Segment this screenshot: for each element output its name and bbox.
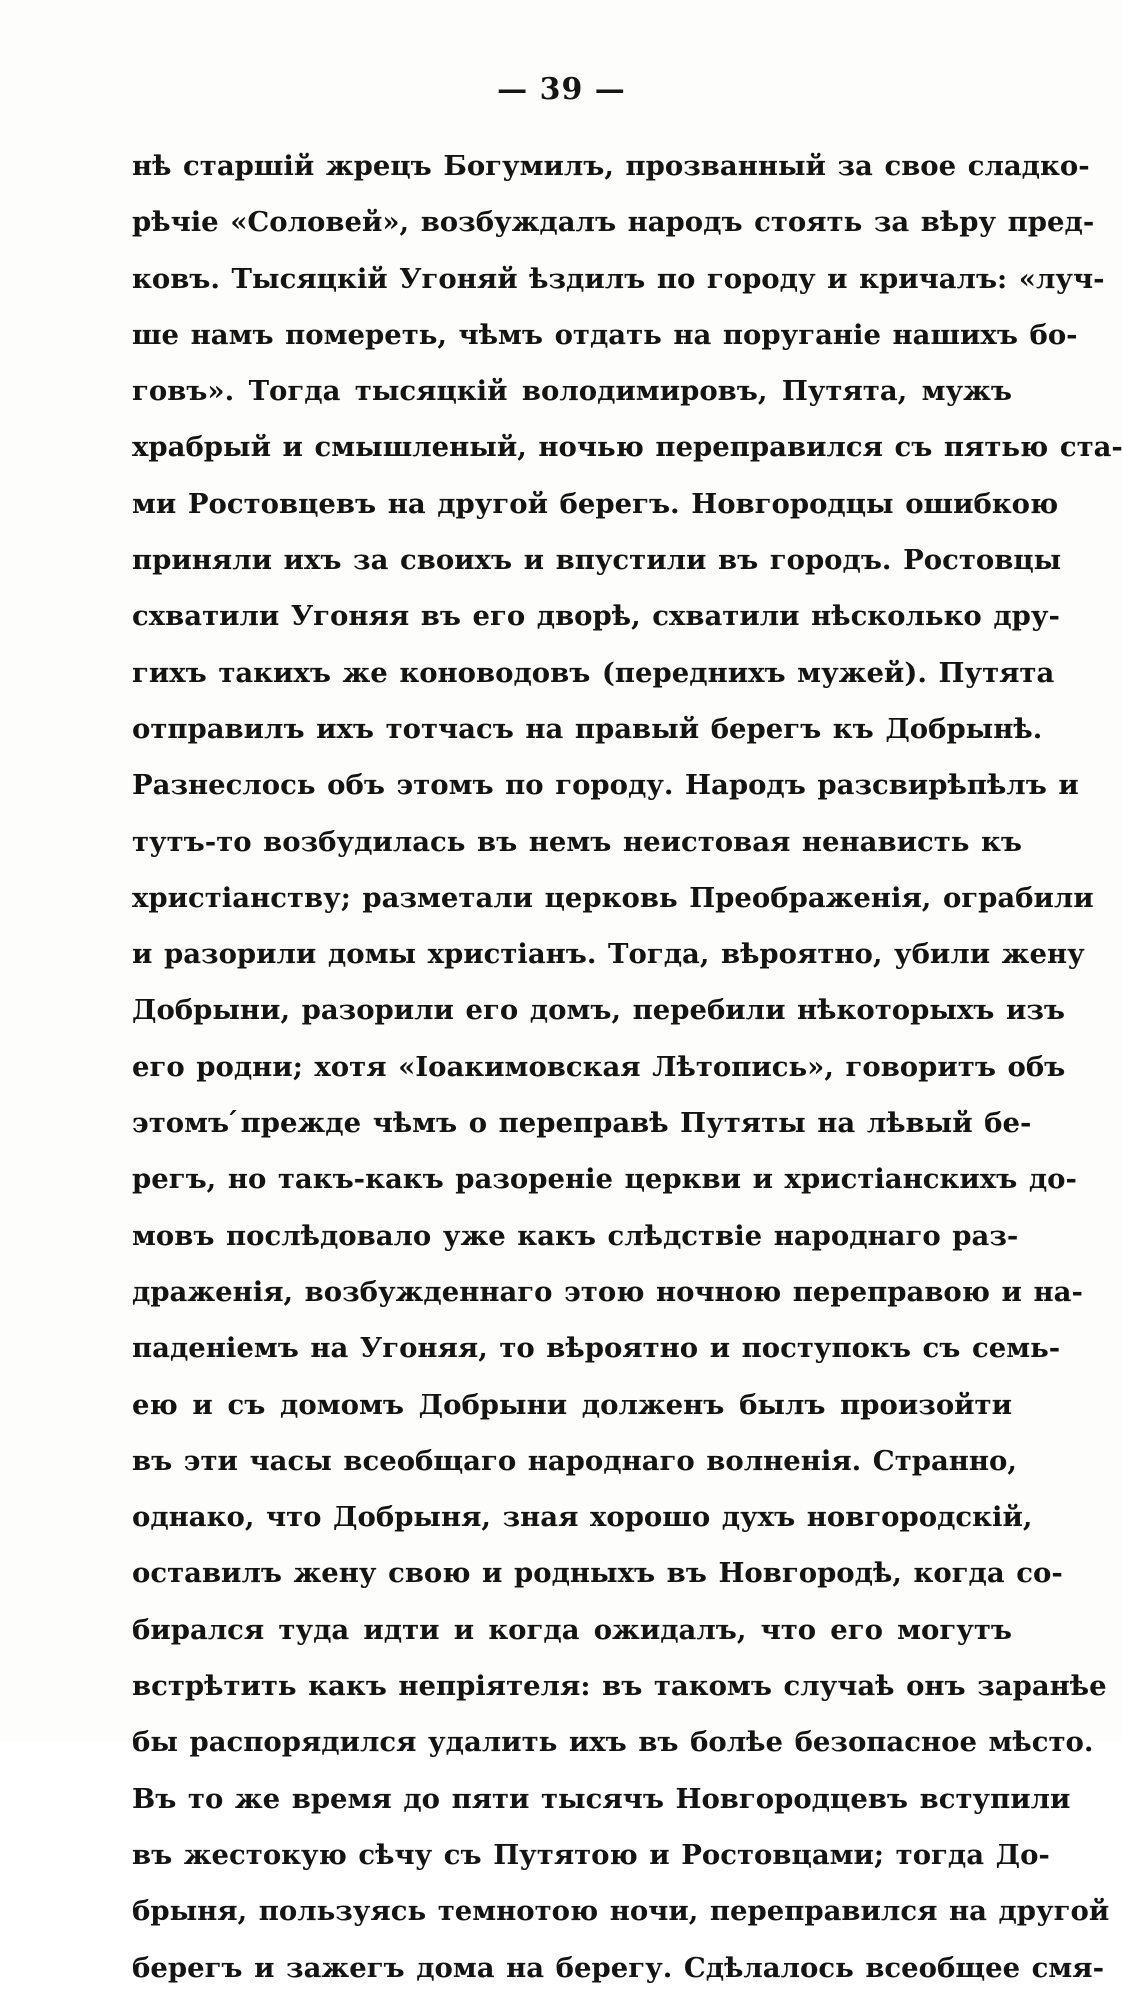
text-line: христіанству; разметали церковь Преображенія, ограбили bbox=[132, 881, 1094, 914]
page-number: — 39 — bbox=[497, 72, 626, 107]
text-line: и разорили домы христіанъ. Тогда, вѣроятно, убили жену bbox=[132, 938, 1085, 971]
text-line: ковъ. Тысяцкій Угоняй ѣздилъ по городу и кричалъ: «луч- bbox=[132, 262, 1105, 295]
text-line: ми Ростовцевъ на другой берегъ. Новгородцы ошибкою bbox=[132, 487, 1059, 520]
text-line: Добрыни, разорили его домъ, перебили нѣкоторыхъ изъ bbox=[132, 994, 1065, 1027]
text-line: мовъ послѣдовало уже какъ слѣдствіе народнаго раз- bbox=[132, 1219, 1019, 1252]
text-line: драженія, возбужденнаго этою ночною переправою и на- bbox=[132, 1275, 1083, 1308]
text-line: встрѣтить какъ непріятеля: въ такомъ случаѣ онъ заранѣе bbox=[132, 1670, 1107, 1703]
body-text bbox=[132, 138, 1123, 1996]
text-line: бирался туда идти и когда ожидалъ, что его могутъ bbox=[132, 1613, 1012, 1646]
text-line: схватили Угоняя въ его дворѣ, схватили нѣсколько дру- bbox=[132, 600, 1060, 633]
text-line: его родни; хотя «Іоакимовская Лѣтопись», говоритъ объ bbox=[132, 1050, 1066, 1083]
text-line: приняли ихъ за своихъ и впустили въ городъ. Ростовцы bbox=[132, 544, 1062, 577]
text-line: въ эти часы всеобщаго народнаго волненія. Странно, bbox=[132, 1444, 1017, 1477]
text-line: паденіемъ на Угоняя, то вѣроятно и поступокъ съ семь- bbox=[132, 1332, 1061, 1365]
text-line: оставилъ жену свою и родныхъ въ Новгородѣ, когда со- bbox=[132, 1557, 1063, 1590]
text-line: бы распорядился удалить ихъ въ болѣе безопасное мѣсто. bbox=[132, 1726, 1094, 1759]
text-line: нѣ старшій жрецъ Богумилъ, прозванный за свое сладко- bbox=[132, 150, 1090, 182]
text-line: ше намъ помереть, чѣмъ отдать на поруганіе нашихъ бо- bbox=[132, 318, 1078, 351]
text-line: берегъ и зажегъ дома на берегу. Сдѣлалось всеобщее смя- bbox=[132, 1951, 1105, 1984]
text-line: рѣчіе «Соловей», возбуждалъ народъ стоять за вѣру пред- bbox=[132, 206, 1095, 239]
text-line: брыня, пользуясь темнотою ночи, переправился на другой bbox=[132, 1895, 1110, 1928]
text-line: въ жестокую сѣчу съ Путятою и Ростовцами; тогда До- bbox=[132, 1838, 1050, 1871]
text-line: Въ то же время до пяти тысячъ Новгородцевъ вступили bbox=[132, 1782, 1071, 1815]
text-line: однако, что Добрыня, зная хорошо духъ новгородскій, bbox=[132, 1501, 1033, 1534]
text-line: ею и съ домомъ Добрыни долженъ былъ произойти bbox=[132, 1388, 1012, 1421]
text-line: Разнеслось объ этомъ по городу. Народъ разсвирѣпѣлъ и bbox=[132, 769, 1079, 802]
text-line: отправилъ ихъ тотчасъ на правый берегъ къ Добрынѣ. bbox=[132, 712, 1043, 745]
text-line: говъ». Тогда тысяцкій володимировъ, Путята, мужъ bbox=[132, 375, 1012, 408]
text-line: этомъ ́прежде чѣмъ о переправѣ Путяты на лѣвый бе- bbox=[132, 1107, 1032, 1140]
text-line: регъ, но такъ-какъ разореніе церкви и христіанскихъ до- bbox=[132, 1163, 1077, 1196]
text-line: храбрый и смышленый, ночью переправился съ пятью ста- bbox=[132, 431, 1123, 464]
text-line: гихъ такихъ же коноводовъ (переднихъ мужей). Путята bbox=[132, 656, 1055, 689]
text-line: тутъ-то возбудилась въ немъ неистовая ненависть къ bbox=[132, 825, 1022, 858]
